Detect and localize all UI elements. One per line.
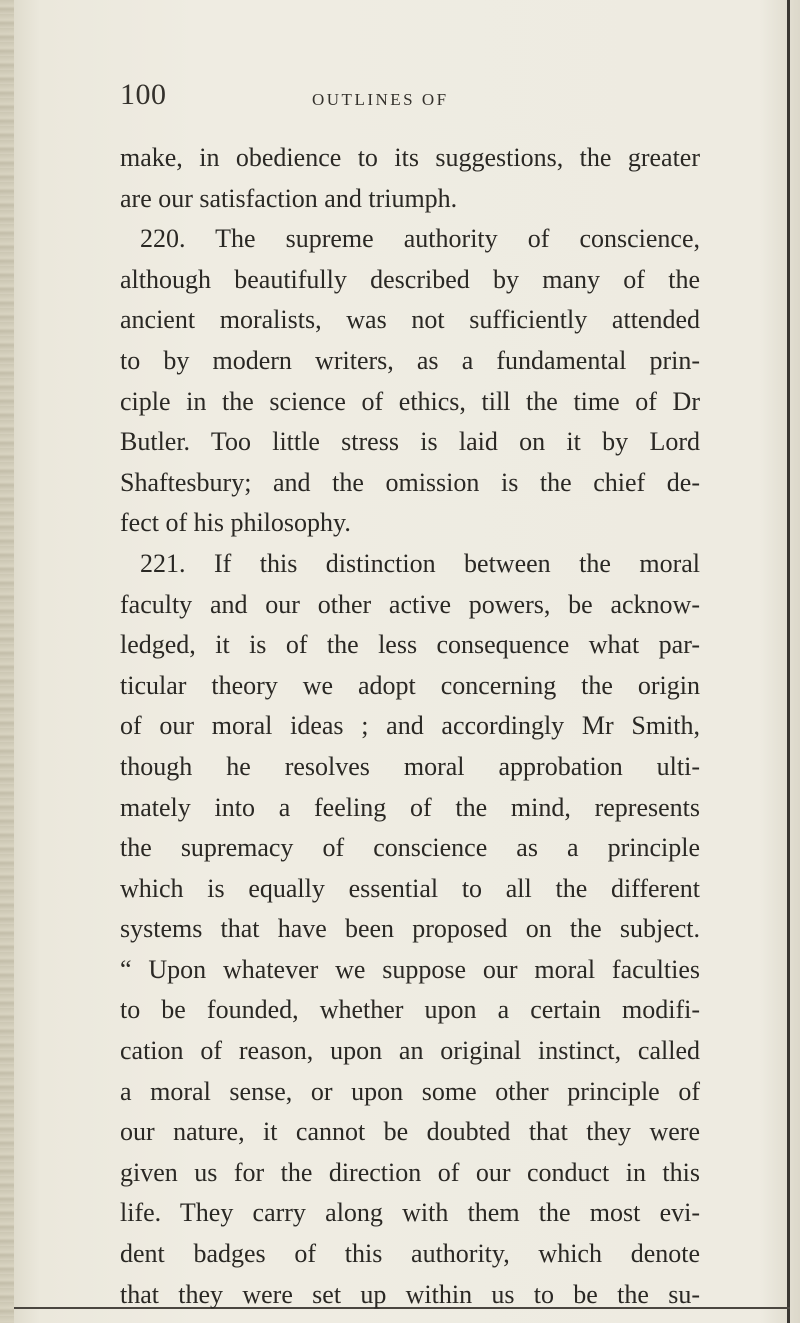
text-line: make, in obedience to its suggestions, the greater	[120, 143, 700, 172]
page-binding-edge	[0, 0, 14, 1323]
text-line: cation of reason, upon an original instinct, called	[120, 1036, 700, 1066]
text-line: dent badges of this authority, which denote	[120, 1239, 700, 1269]
text-line: although beautifully described by many of the	[120, 264, 700, 294]
text-line: that they were set up within us to be the su-	[120, 1279, 700, 1309]
text-line: life. They carry along with them the most evi-	[120, 1198, 700, 1228]
text-line: Butler. Too little stress is laid on it by Lord	[120, 427, 700, 457]
text-line: are our satisfaction and triumph.	[120, 183, 458, 213]
text-line: our nature, it cannot be doubted that they were	[120, 1117, 700, 1147]
text-line: ciple in the science of ethics, till the time of Dr	[120, 386, 700, 416]
page-right-edge-line	[787, 0, 790, 1323]
text-line: a moral sense, or upon some other principle of	[120, 1076, 700, 1106]
text-line: though he resolves moral approbation ulti-	[120, 751, 700, 781]
running-title: OUTLINES OF	[312, 90, 449, 109]
body-text	[120, 138, 700, 1315]
text-line: to by modern writers, as a fundamental prin-	[120, 345, 700, 375]
text-line: ticular theory we adopt concerning the origin	[120, 670, 700, 700]
page-header	[120, 78, 700, 118]
text-line: Shaftesbury; and the omission is the chief de-	[120, 467, 700, 497]
text-line: 220. The supreme authority of conscience,	[140, 224, 700, 254]
text-line: ancient moralists, was not sufficiently attended	[120, 305, 700, 335]
text-line: fect of his philosophy.	[120, 508, 351, 538]
text-line: of our moral ideas ; and accordingly Mr Smith,	[120, 711, 700, 741]
text-line: 221. If this distinction between the moral	[140, 548, 700, 578]
page-number: 100	[120, 78, 167, 111]
text-line: mately into a feeling of the mind, represents	[120, 792, 700, 822]
text-line: to be founded, whether upon a certain modifi-	[120, 995, 700, 1025]
text-line: faculty and our other active powers, be acknow-	[120, 589, 700, 619]
text-line: “ Upon whatever we suppose our moral faculties	[120, 954, 700, 984]
text-line: which is equally essential to all the different	[120, 873, 700, 903]
text-line: systems that have been proposed on the subject.	[120, 914, 700, 944]
text-line: the supremacy of conscience as a principle	[120, 833, 700, 863]
text-line: given us for the direction of our conduct in this	[120, 1157, 700, 1187]
text-line: ledged, it is of the less consequence what par-	[120, 630, 700, 660]
